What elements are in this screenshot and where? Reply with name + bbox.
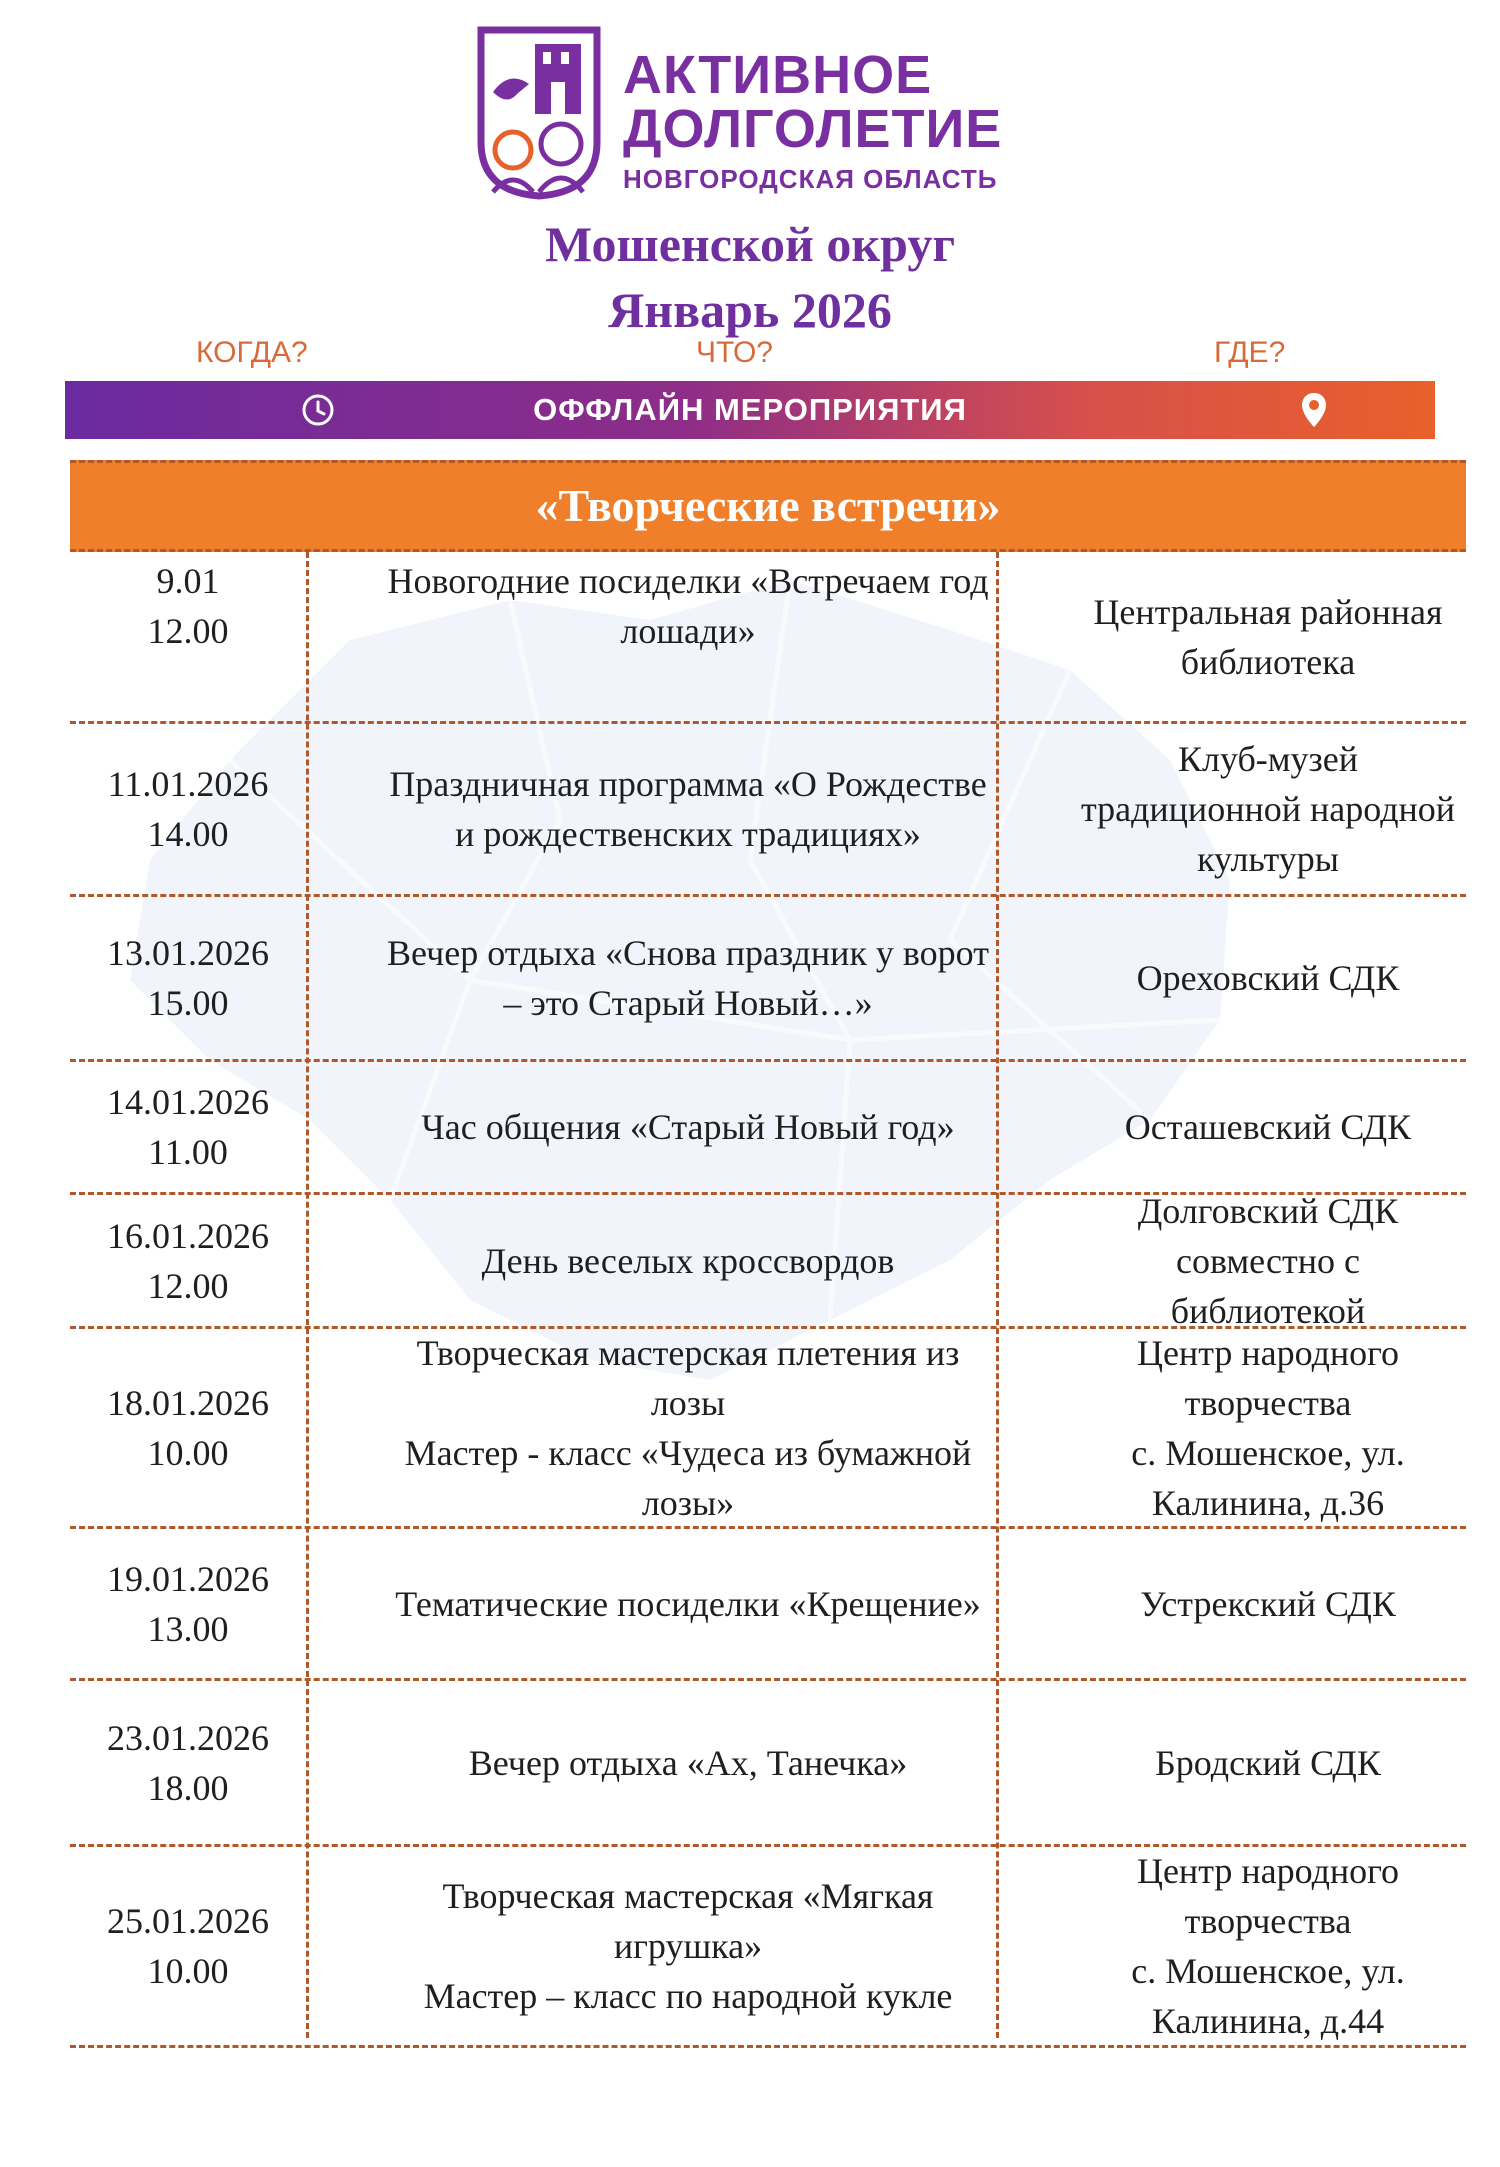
event-title-line: лозы» [641,1482,735,1523]
event-place-line: традиционной народной [1080,789,1456,829]
event-where [1070,1329,1466,1526]
event-title-line: Вечер отдыха «Снова праздник у ворот [387,933,989,973]
event-date: 19.01.2026 [107,1558,269,1599]
event-what [309,897,1067,1059]
table-row [70,1847,1466,2048]
event-when [70,1529,306,1678]
event-what [309,1195,1067,1326]
event-date: 9.01 [156,561,220,601]
event-time: 10.00 [147,1951,229,1991]
event-what [309,552,1067,721]
event-title-line: День веселых кроссвордов [481,1240,895,1281]
table-row [70,1329,1466,1529]
location-pin-icon [1300,391,1328,429]
column-where-label: ГДЕ? [1214,336,1286,369]
event-title-line: – это Старый Новый…» [503,983,873,1023]
event-place-line: Долговский СДК [1137,1190,1399,1231]
event-place-line: Бродский СДК [1155,1742,1381,1783]
event-what [309,1529,1067,1678]
logo-line-1: АКТИВНОЕ [623,45,933,105]
event-title-line: Вечер отдыха «Ах, Танечка» [468,1742,908,1783]
page-subtitle: Январь 2026 [608,282,892,338]
event-time: 12.00 [147,611,229,651]
event-title-line: Мастер – класс по народной кукле [423,1976,953,2016]
event-place-line: Ореховский СДК [1136,958,1400,998]
table-row [70,724,1466,897]
table-row [70,897,1466,1062]
column-divider [996,552,999,2038]
event-title-line: Час общения «Старый Новый год» [421,1107,955,1147]
event-title-line: и рождественских традициях» [455,814,921,854]
table-row [70,552,1466,724]
event-where [1070,1062,1466,1192]
table-row [70,1062,1466,1195]
event-date: 14.01.2026 [107,1082,269,1122]
event-place-line: творчества [1184,1382,1352,1423]
event-what [309,1329,1067,1526]
event-what [309,724,1067,894]
event-title-line: Тематические посиделки «Крещение» [395,1583,981,1624]
event-where [1070,1190,1466,1331]
event-when [70,1847,306,2045]
logo [473,22,1033,200]
event-when [70,1195,306,1326]
event-title-line: игрушка» [613,1926,763,1966]
event-where [1070,1681,1466,1844]
event-place-line: с. Мошенское, ул. [1131,1432,1405,1473]
event-where [1070,552,1466,721]
event-when [70,1062,306,1192]
event-title-line: Новогодние посиделки «Встречаем год [387,561,989,601]
offline-events-band [65,381,1435,439]
table-row [70,1529,1466,1681]
table-row [70,1190,1466,1331]
logo-line-3: НОВГОРОДСКАЯ ОБЛАСТЬ [623,164,998,194]
table-row [70,1681,1466,1847]
event-title-line: Творческая мастерская «Мягкая [442,1876,934,1916]
event-date: 23.01.2026 [107,1717,269,1758]
event-place-line: Осташевский СДК [1124,1107,1412,1147]
event-when [70,1681,306,1844]
event-where [1070,1847,1466,2045]
event-when [70,724,306,894]
event-time: 14.00 [147,814,229,854]
event-date: 18.01.2026 [107,1382,269,1423]
event-date: 11.01.2026 [107,764,269,804]
event-place-line: Калинина, д.36 [1151,1482,1385,1523]
event-place-line: Клуб-музей [1177,739,1359,779]
logo-emblem-icon [473,22,605,200]
event-place-line: Центральная районная [1093,591,1443,632]
event-time: 13.00 [147,1608,229,1649]
event-when [70,1329,306,1526]
page-title: Мошенской округ [544,216,956,272]
event-title-line: лозы [650,1382,726,1423]
band-label: ОФФЛАЙН МЕРОПРИЯТИЯ [533,392,967,427]
event-what [309,1847,1067,2045]
event-time: 15.00 [147,983,229,1023]
event-time: 18.00 [147,1767,229,1808]
event-title-line: Творческая мастерская плетения из [416,1332,960,1373]
column-divider [306,552,309,2038]
event-date: 13.01.2026 [107,933,269,973]
event-title-line: Праздничная программа «О Рождестве [389,764,987,804]
event-place-line: культуры [1197,839,1339,879]
section-title: «Творческие встречи» [535,480,1001,531]
event-time: 10.00 [147,1432,229,1473]
event-title-line: лошади» [620,611,756,651]
column-when-label: КОГДА? [196,336,308,369]
event-what [309,1681,1067,1844]
event-place-line: Центр народного [1136,1332,1400,1373]
event-where [1070,897,1466,1059]
event-place-line: библиотека [1180,641,1356,682]
event-what [309,1062,1067,1192]
event-date: 25.01.2026 [107,1901,269,1941]
event-when [70,552,306,721]
event-when [70,897,306,1059]
event-place-line: с. Мошенское, ул. [1131,1951,1405,1991]
event-title-line: Мастер - класс «Чудеса из бумажной [404,1432,972,1473]
event-time: 11.00 [148,1132,228,1172]
logo-line-2: ДОЛГОЛЕТИЕ [623,99,1003,159]
event-place-line: Устрекский СДК [1140,1583,1396,1624]
event-date: 16.01.2026 [107,1215,269,1256]
event-place-line: творчества [1184,1901,1352,1941]
event-where [1070,1529,1466,1678]
section-header [70,460,1466,552]
event-place-line: Калинина, д.44 [1151,2001,1385,2041]
column-what-label: ЧТО? [696,336,773,369]
event-where [1070,724,1466,894]
event-time: 12.00 [147,1265,229,1306]
event-place-line: Центр народного [1136,1851,1400,1891]
event-place-line: совместно с библиотекой [1170,1240,1366,1331]
